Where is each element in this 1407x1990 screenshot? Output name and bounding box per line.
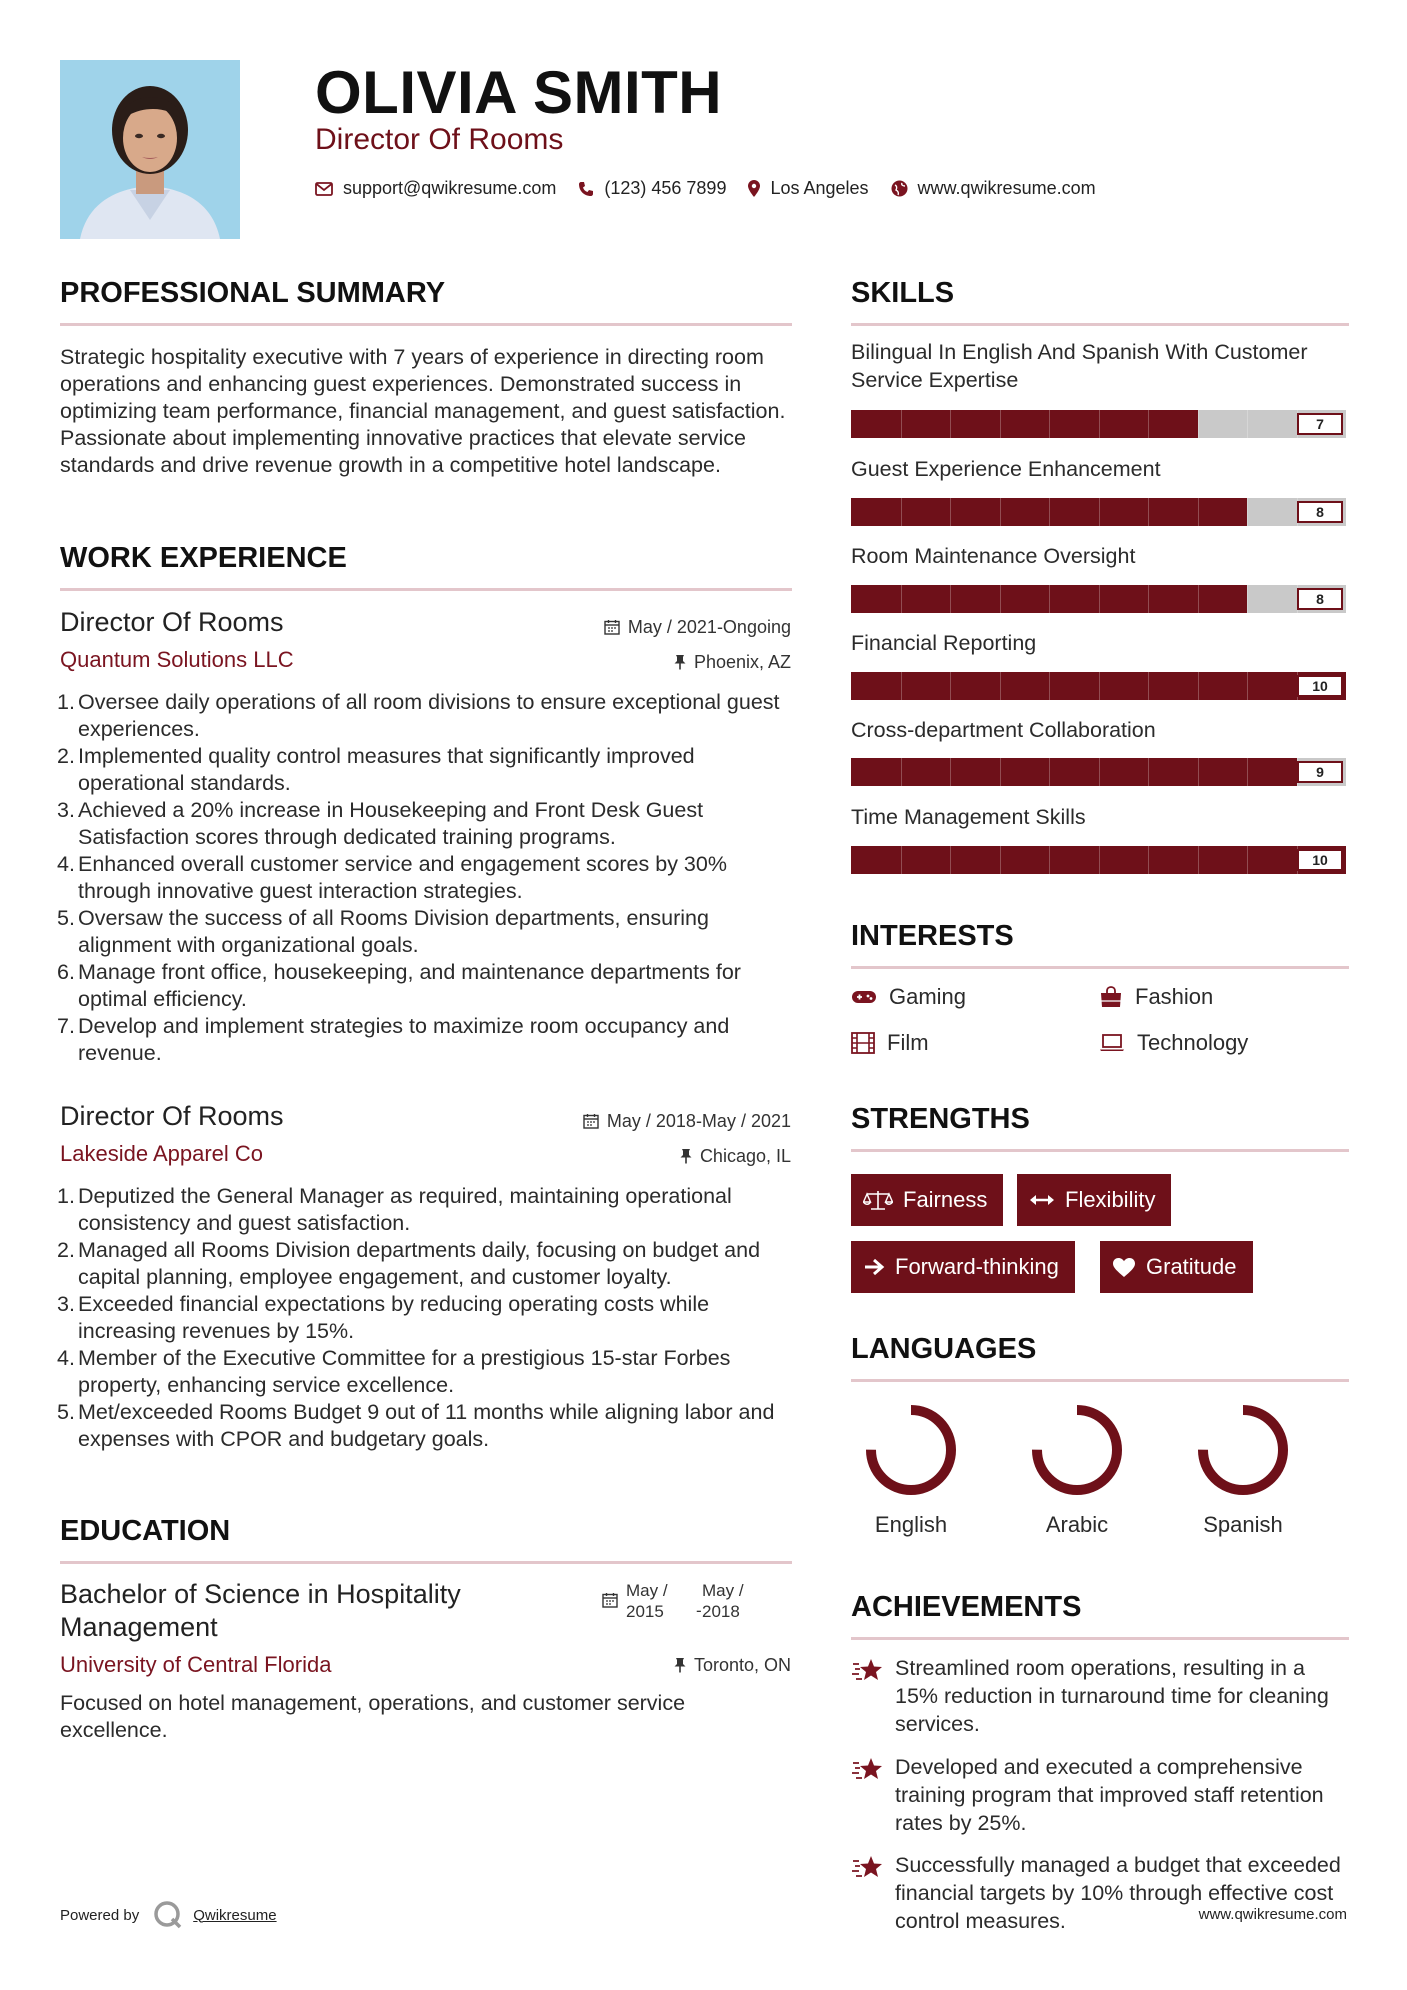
skill-bar-divider (1099, 758, 1100, 786)
degree-line-1: Bachelor of Science in Hospitality (60, 1579, 461, 1609)
skill-bar-divider (1099, 672, 1100, 700)
interest-fashion (1099, 984, 1213, 1010)
contact-bar (315, 178, 1118, 199)
education-location (674, 1653, 791, 1677)
skill-bar-divider (1247, 498, 1248, 526)
skill-label: Bilingual In English And Spanish With Customer Service Expertise (851, 340, 1308, 392)
skill-bar-divider (901, 410, 902, 438)
job-2-dates (583, 1109, 791, 1133)
languages-heading: LANGUAGES (851, 1332, 1349, 1382)
job-2-company: Lakeside Apparel Co (60, 1141, 264, 1166)
skill-bar-divider (1099, 846, 1100, 874)
education-end-year: 2018 (702, 1602, 740, 1621)
achievements-heading: ACHIEVEMENTS (851, 1590, 1349, 1640)
skill-bar (851, 758, 1346, 786)
powered-by-label: Powered by (60, 1906, 140, 1924)
skill-bar-divider (1148, 585, 1149, 613)
job-1-location (674, 650, 791, 674)
skill-bar-divider (1000, 585, 1001, 613)
skill-bar-divider (901, 758, 902, 786)
skill-label: Cross-department Collaboration (851, 718, 1156, 742)
language-level-arc (1037, 1410, 1117, 1490)
skill-bar-divider (1148, 846, 1149, 874)
education-degree (60, 1578, 461, 1644)
language-level-arc (1203, 1410, 1283, 1490)
job-1-duties (78, 689, 792, 1067)
language-label: Arabic (1045, 1512, 1109, 1537)
arrows-horizontal-icon (1029, 1193, 1055, 1207)
skill-bar-divider (1247, 585, 1248, 613)
skill-bar-divider (901, 672, 902, 700)
education-dates (602, 1580, 744, 1622)
mail-icon (315, 182, 333, 196)
skill-bar (851, 498, 1346, 526)
list-item: Managed all Rooms Division departments daily, focusing on budget and capital planning, employee engagement, and customer loyalty. (78, 1238, 761, 1289)
job-1-location-text: Phoenix, AZ (693, 652, 791, 672)
skill-label: Financial Reporting (851, 631, 1037, 655)
list-item: Manage front office, housekeeping, and maintenance departments for optimal efficiency. (78, 960, 741, 1011)
job-2-location-text: Chicago, IL (699, 1146, 791, 1166)
summary-text: Strategic hospitality executive with 7 years of experience in directing room operations and enhancing guest experiences. Demonstrated success in optimizing team performance, financial management, and guest satisfaction. Passionate about implementing innovative practices that elevate service standards and drive revenue growth in a competitive hotel landscape. (60, 345, 786, 477)
skill-bar-divider (1000, 846, 1001, 874)
candidate-name: OLIVIA SMITH (315, 59, 723, 126)
date-dash: - (696, 1601, 702, 1620)
skill-bar (851, 585, 1346, 613)
interest-gaming (851, 984, 966, 1010)
shopping-bag-icon (1099, 986, 1123, 1008)
list-item: Met/exceeded Rooms Budget 9 out of 11 months while aligning labor and expenses with CPOR and budgetary goals. (78, 1400, 775, 1451)
calendar-icon (583, 1113, 599, 1129)
skill-bar-divider (950, 410, 951, 438)
laptop-icon (1099, 1034, 1125, 1052)
interest-label: Film (887, 1030, 929, 1055)
interest-film (851, 1030, 929, 1056)
contact-website[interactable]: www.qwikresume.com (917, 178, 1096, 198)
job-1-dates (604, 615, 791, 639)
list-item: Develop and implement strategies to maximize room occupancy and revenue. (78, 1014, 730, 1065)
film-icon (851, 1032, 875, 1054)
skill-bar-divider (1000, 410, 1001, 438)
list-item: Member of the Executive Committee for a prestigious 15-star Forbes property, enhancing service excellence. (78, 1346, 731, 1397)
footer-url[interactable]: www.qwikresume.com (1198, 1906, 1347, 1923)
skill-bar-divider (1148, 410, 1149, 438)
skill-label: Time Management Skills (851, 805, 1086, 829)
skill-bar-divider (1000, 498, 1001, 526)
skill-bar-divider (1049, 585, 1050, 613)
skill-bar (851, 672, 1346, 700)
arrow-right-icon (863, 1258, 885, 1276)
education-location-text: Toronto, ON (693, 1655, 791, 1675)
language-level-ring (1029, 1402, 1125, 1498)
strength-fairness (851, 1174, 1003, 1226)
education-school: University of Central Florida (60, 1652, 332, 1677)
qwikresume-link[interactable]: Qwikresume (193, 1906, 277, 1924)
language-level-arc (871, 1410, 951, 1490)
skill-bar-divider (1247, 758, 1248, 786)
strength-label: Forward-thinking (895, 1254, 1059, 1279)
skills-heading: SKILLS (851, 276, 1349, 326)
pushpin-icon (674, 1657, 686, 1673)
list-item: Implemented quality control measures that significantly improved operational standards. (78, 744, 695, 795)
job-1-title: Director Of Rooms (60, 607, 284, 637)
skill-bar-fill (851, 410, 1198, 438)
interest-label: Gaming (889, 984, 967, 1009)
skill-bar-divider (1000, 672, 1001, 700)
skill-bar-divider (1148, 758, 1149, 786)
skill-bar-divider (950, 498, 951, 526)
skill-bar-divider (1247, 672, 1248, 700)
skill-bar-divider (901, 585, 902, 613)
job-2-location (680, 1144, 791, 1168)
achievement-item (851, 1654, 1351, 1738)
strength-label: Fairness (903, 1187, 988, 1212)
interest-technology (1099, 1030, 1248, 1056)
balance-scale-icon (863, 1189, 893, 1211)
education-heading: EDUCATION (60, 1514, 792, 1564)
skill-bar-divider (901, 846, 902, 874)
star-award-icon (851, 1654, 895, 1738)
list-item: Oversee daily operations of all room divisions to ensure exceptional guest experiences. (78, 690, 780, 741)
list-item: Oversaw the success of all Rooms Division departments, ensuring alignment with organizational goals. (78, 906, 709, 957)
skill-bar-divider (1198, 758, 1199, 786)
work-heading: WORK EXPERIENCE (60, 541, 792, 591)
achievement-text: Streamlined room operations, resulting in a 15% reduction in turnaround time for cleaning services. (895, 1656, 1329, 1736)
qwikresume-logo-icon (153, 1900, 183, 1930)
phone-icon (578, 181, 594, 197)
gamepad-icon (851, 989, 877, 1005)
candidate-title: Director Of Rooms (315, 123, 564, 156)
skill-score: 10 (1297, 675, 1343, 697)
strength-label: Flexibility (1065, 1187, 1156, 1212)
job-1-dates-text: May / 2021-Ongoing (627, 617, 791, 637)
achievement-text: Developed and executed a comprehensive training program that improved staff retention rates by 25%. (895, 1755, 1324, 1835)
star-award-icon (851, 1851, 895, 1935)
skill-bar-divider (1000, 758, 1001, 786)
education-end (702, 1580, 744, 1622)
skill-bar-divider (901, 498, 902, 526)
achievement-text: Successfully managed a budget that exceeded financial targets by 10% through effective cost control measures. (895, 1853, 1341, 1933)
powered-by (60, 1900, 277, 1930)
skill-bar-divider (1198, 410, 1199, 438)
skill-bar (851, 846, 1346, 874)
skill-bar-fill (851, 758, 1297, 786)
skill-bar-divider (1049, 672, 1050, 700)
skill-score: 10 (1297, 849, 1343, 871)
language-item (1173, 1402, 1313, 1538)
language-item (841, 1402, 981, 1538)
skill-bar (851, 410, 1346, 438)
contact-email[interactable]: support@qwikresume.com (343, 178, 557, 198)
list-item: Deputized the General Manager as required, maintaining operational consistency and guest satisfaction. (78, 1184, 732, 1235)
skill-bar-divider (950, 585, 951, 613)
job-2-duties (78, 1183, 792, 1453)
education-start (626, 1580, 696, 1622)
calendar-icon (604, 619, 620, 635)
language-label: English (874, 1512, 948, 1537)
skill-score: 8 (1297, 588, 1343, 610)
skill-bar-divider (1099, 498, 1100, 526)
education-end-month: May / (702, 1581, 744, 1600)
language-level-ring (863, 1402, 959, 1498)
strength-gratitude (1100, 1241, 1253, 1293)
skill-score: 8 (1297, 501, 1343, 523)
strength-flexibility (1017, 1174, 1171, 1226)
interest-label: Fashion (1135, 984, 1214, 1009)
skill-bar-divider (1049, 498, 1050, 526)
map-pin-icon (748, 180, 760, 197)
skill-bar-divider (950, 672, 951, 700)
skill-score: 7 (1297, 413, 1343, 435)
job-2-title: Director Of Rooms (60, 1101, 284, 1131)
skill-bar-divider (1198, 672, 1199, 700)
skill-bar-divider (1198, 585, 1199, 613)
contact-location: Los Angeles (770, 178, 869, 198)
pushpin-icon (674, 654, 686, 670)
degree-line-2: Management (60, 1612, 218, 1642)
list-item: Enhanced overall customer service and engagement scores by 30% through innovative guest interaction strategies. (78, 852, 727, 903)
skill-bar-divider (1198, 498, 1199, 526)
interest-label: Technology (1137, 1030, 1249, 1055)
star-award-icon (851, 1753, 895, 1837)
pushpin-icon (680, 1148, 692, 1164)
skill-bar-divider (1247, 846, 1248, 874)
job-1-company: Quantum Solutions LLC (60, 647, 294, 672)
skill-bar-divider (950, 758, 951, 786)
achievement-item (851, 1753, 1351, 1837)
strength-label: Gratitude (1146, 1254, 1237, 1279)
skill-bar-divider (1148, 498, 1149, 526)
globe-icon (891, 180, 908, 197)
contact-phone[interactable]: (123) 456 7899 (604, 178, 727, 198)
calendar-icon (602, 1592, 618, 1622)
education-description: Focused on hotel management, operations, and customer service excellence. (60, 1691, 686, 1742)
skill-label: Guest Experience Enhancement (851, 457, 1161, 481)
skill-bar-divider (1148, 672, 1149, 700)
language-level-ring (1195, 1402, 1291, 1498)
skill-bar-divider (1049, 758, 1050, 786)
heart-icon (1112, 1257, 1136, 1278)
strength-forward-thinking (851, 1241, 1075, 1293)
job-2-dates-text: May / 2018-May / 2021 (606, 1111, 791, 1131)
skill-bar-divider (1049, 846, 1050, 874)
list-item: Achieved a 20% increase in Housekeeping and Front Desk Guest Satisfaction scores through dedicated training programs. (78, 798, 704, 849)
skill-bar-divider (1099, 410, 1100, 438)
skill-label: Room Maintenance Oversight (851, 544, 1136, 568)
education-start-month: May / (626, 1581, 668, 1600)
skill-bar-divider (1049, 410, 1050, 438)
interests-heading: INTERESTS (851, 919, 1349, 969)
language-item (1007, 1402, 1147, 1538)
skill-score: 9 (1297, 761, 1343, 783)
language-label: Spanish (1203, 1512, 1283, 1537)
list-item: Exceeded financial expectations by reducing operating costs while increasing revenues by 15%. (78, 1292, 710, 1343)
skill-bar-divider (950, 846, 951, 874)
skill-bar-divider (1247, 410, 1248, 438)
profile-photo (60, 60, 240, 239)
strengths-heading: STRENGTHS (851, 1102, 1349, 1152)
skill-bar-divider (1198, 846, 1199, 874)
summary-heading: PROFESSIONAL SUMMARY (60, 276, 792, 326)
skill-bar-divider (1099, 585, 1100, 613)
education-start-year: 2015 (626, 1602, 664, 1621)
